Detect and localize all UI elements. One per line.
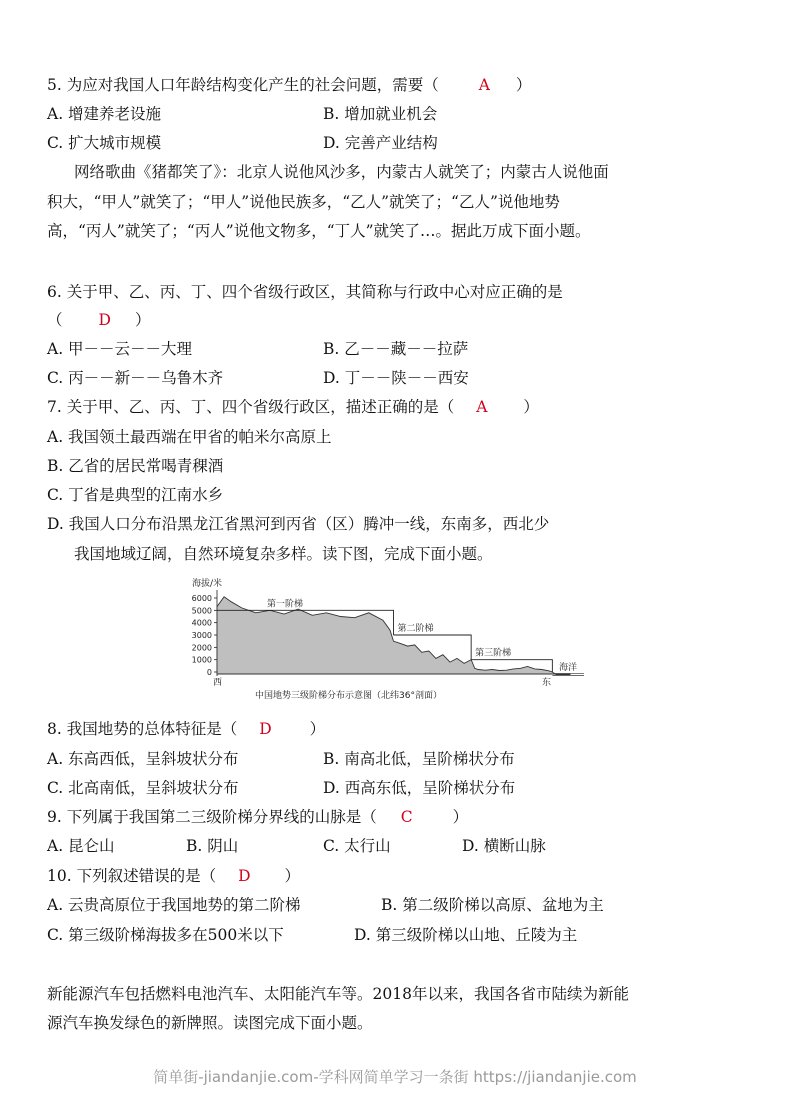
- q10-option-a: A. 云贵高原位于我国地势的第二阶梯: [47, 896, 301, 914]
- q9-option-c: C. 太行山: [323, 837, 391, 855]
- q6-answer: D: [98, 311, 111, 329]
- y-tick-label: 0: [206, 668, 212, 677]
- q5-option-b: B. 增加就业机会: [323, 105, 438, 123]
- q6-option-d: D. 丁－－陕－－西安: [323, 369, 469, 387]
- q9-option-b: B. 阴山: [186, 837, 239, 855]
- passage3-line: 源汽车换发绿色的新牌照。读图完成下面小题。: [47, 1014, 373, 1032]
- q10-option-b: B. 第二级阶梯以高原、盆地为主: [381, 896, 604, 914]
- q7-answer: A: [476, 398, 488, 416]
- q9-stem: 9. 下列属于我国第二三级阶梯分界线的山脉是（ C ）: [47, 808, 469, 826]
- q10-option-c: C. 第三级阶梯海拔多在500米以下: [47, 926, 284, 944]
- step-label: 第一阶梯: [267, 599, 304, 610]
- q8-answer: D: [259, 720, 272, 738]
- q5-option-d: D. 完善产业结构: [323, 134, 438, 152]
- passage3-line: 新能源汽车包括燃料电池汽车、太阳能汽车等。2018年以来，我国各省市陆续为新能: [47, 985, 629, 1003]
- passage2: 我国地域辽阔，自然环境复杂多样。读下图，完成下面小题。: [74, 545, 493, 563]
- q8-stem: 8. 我国地势的总体特征是（ D ）: [47, 720, 326, 738]
- q7-option-c: C. 丁省是典型的江南水乡: [47, 486, 224, 504]
- footer-watermark: 简单街-jiandanjie.com-学科网简单学习一条街 https://jiandanjie.com: [153, 1068, 637, 1086]
- q10-answer: D: [238, 867, 251, 885]
- y-tick-label: 4000: [191, 618, 212, 628]
- y-tick-label: 5000: [191, 606, 212, 616]
- q7-option-b: B. 乙省的居民常喝青稞酒: [47, 457, 224, 475]
- y-tick-label: 3000: [191, 631, 212, 640]
- q6-stem: 6. 关于甲、乙、丙、丁、四个省级行政区，其简称与行政中心对应正确的是: [47, 283, 563, 301]
- q9-option-d: D. 横断山脉: [462, 837, 546, 855]
- q5-option-a: A. 增建养老设施: [47, 105, 162, 123]
- q9-option-a: A. 昆仑山: [47, 837, 115, 855]
- chart-caption: 中国地势三级阶梯分布示意图（北纬36°剖面）: [255, 691, 442, 701]
- q5-answer: A: [478, 76, 490, 94]
- q8-option-c: C. 北高南低，呈斜坡状分布: [47, 779, 239, 797]
- terrain-profile-chart: [186, 574, 588, 702]
- passage1-line: 网络歌曲《猪都笑了》：北京人说他风沙多，内蒙古人就笑了；内蒙古人说他面: [74, 163, 609, 181]
- q7-stem: 7. 关于甲、乙、丙、丁、四个省级行政区，描述正确的是（ A ）: [47, 398, 539, 416]
- q8-option-a: A. 东高西低，呈斜坡状分布: [47, 750, 239, 768]
- q6-option-a: A. 甲－－云－－大理: [47, 340, 193, 358]
- x-end-label: 东: [542, 678, 552, 688]
- q6-answer-line: （ D ）: [47, 311, 151, 329]
- x-start-label: 西: [213, 678, 223, 688]
- y-tick-label: 2000: [191, 643, 212, 653]
- q5-stem: 5. 为应对我国人口年龄结构变化产生的社会问题，需要（ A ）: [47, 76, 532, 94]
- step-label: 第三阶梯: [475, 648, 512, 659]
- y-tick-label: 1000: [191, 655, 212, 665]
- y-tick-label: 6000: [191, 594, 212, 603]
- y-axis-label: 海拔/米: [192, 579, 223, 589]
- q8-option-b: B. 南高北低，呈阶梯状分布: [323, 750, 515, 768]
- q5-option-c: C. 扩大城市规模: [47, 134, 162, 152]
- q7-option-d: D. 我国人口分布沿黑龙江省黑河到丙省（区）腾冲一线，东南多，西北少: [47, 515, 550, 533]
- q10-option-d: D. 第三级阶梯以山地、丘陵为主: [354, 926, 578, 944]
- q8-option-d: D. 西高东低，呈阶梯状分布: [323, 779, 516, 797]
- sea-label: 海洋: [559, 663, 578, 673]
- q6-option-b: B. 乙－－藏－－拉萨: [323, 340, 469, 358]
- q6-option-c: C. 丙－－新－－乌鲁木齐: [47, 369, 224, 387]
- q7-option-a: A. 我国领土最西端在甲省的帕米尔高原上: [47, 428, 332, 446]
- passage1-line: 积大，“甲人”就笑了；“甲人”说他民族多，“乙人”就笑了；“乙人”说他地势: [47, 193, 560, 211]
- passage1-line: 高，“丙人”就笑了；“丙人”说他文物多，“丁人”就笑了…。据此万成下面小题。: [47, 222, 591, 240]
- step-label: 第二阶梯: [397, 624, 434, 634]
- q9-answer: C: [400, 808, 413, 826]
- q10-stem: 10. 下列叙述错误的是（ D ）: [47, 867, 301, 885]
